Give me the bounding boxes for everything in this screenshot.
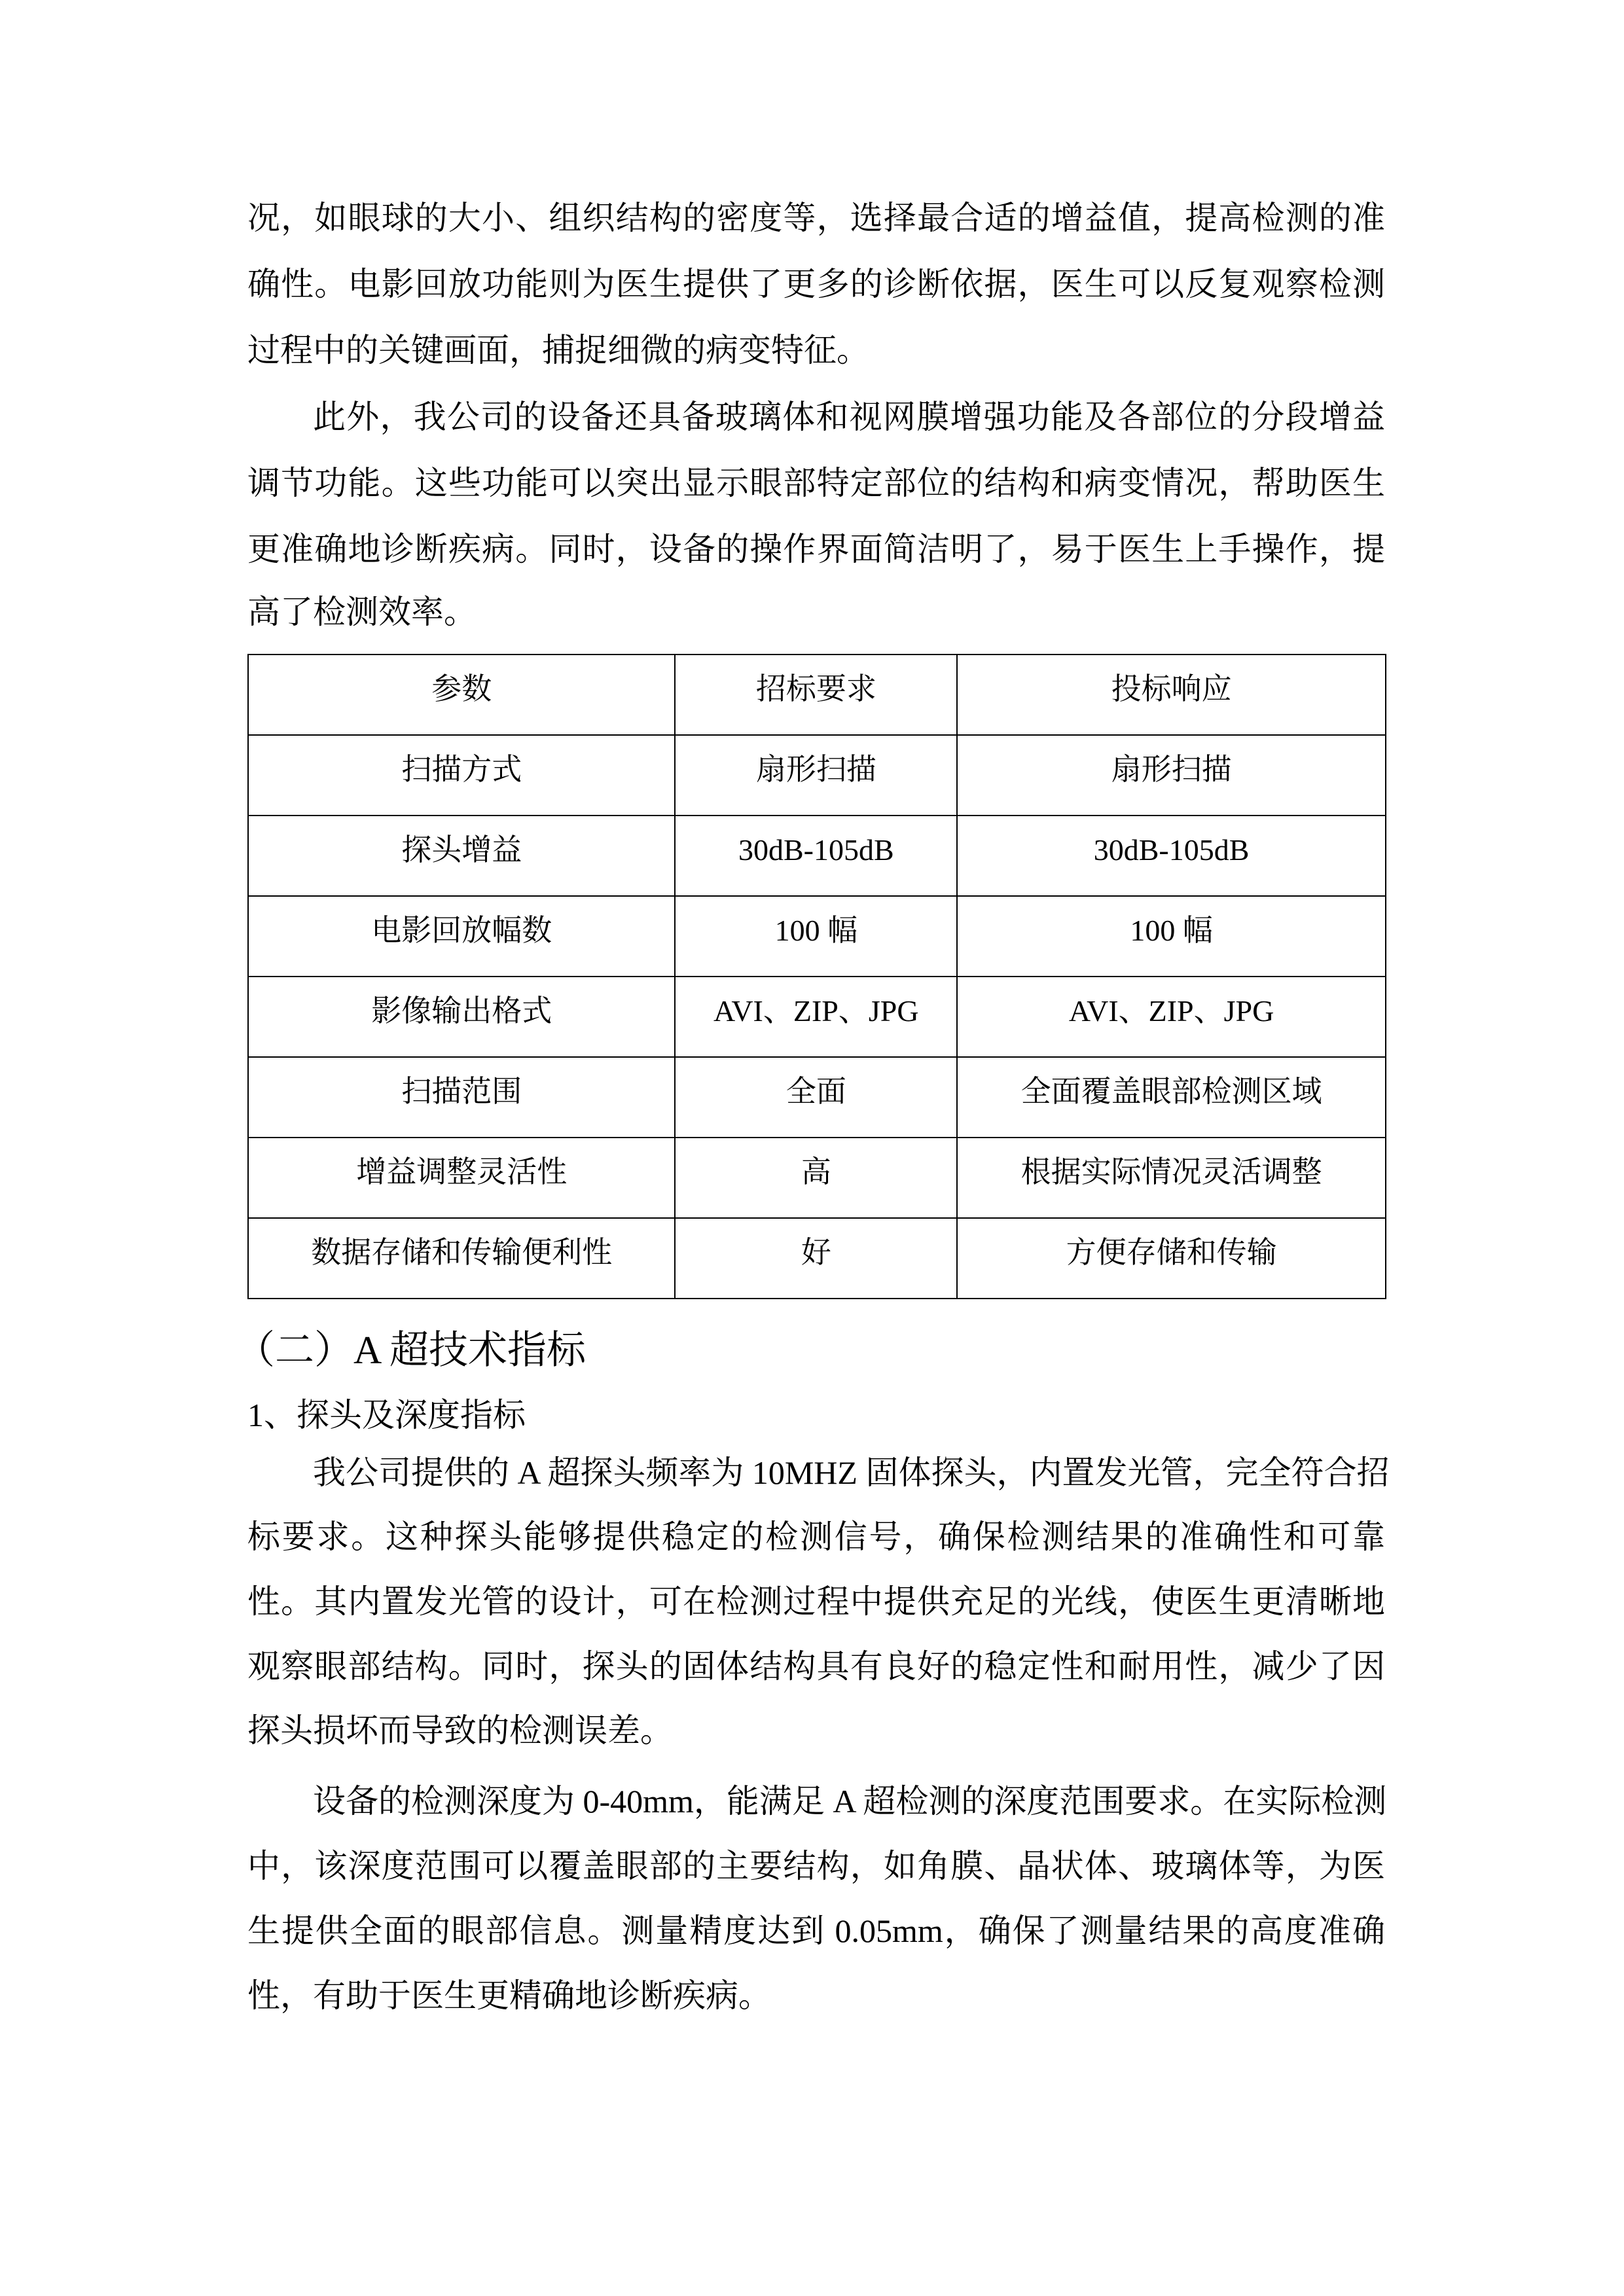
table-cell: AVI、ZIP、JPG [675,977,957,1057]
table-header-cell: 投标响应 [957,655,1386,735]
parameter-table [247,654,1386,1299]
table-cell: 扇形扫描 [675,735,957,816]
table-header-cell: 招标要求 [675,655,957,735]
table-cell: 扇形扫描 [957,735,1386,816]
table-cell: 100 幅 [675,896,957,977]
text-line: 确性。电影回放功能则为医生提供了更多的诊断依据，医生可以反复观察检测 [247,266,1385,302]
table-cell: 100 幅 [957,896,1386,977]
table-header-row [248,655,1386,735]
text-line: 况，如眼球的大小、组织结构的密度等，选择最合适的增益值，提高检测的准 [247,200,1385,236]
text-line: 调节功能。这些功能可以突出显示眼部特定部位的结构和病变情况，帮助医生 [247,465,1385,501]
table-cell: 30dB-105dB [675,816,957,896]
table-row [248,1057,1386,1138]
table-row [248,1218,1386,1299]
text-line: 探头损坏而导致的检测误差。 [247,1712,673,1749]
table-cell: 全面 [675,1057,957,1138]
table-row [248,896,1386,977]
table-cell: 全面覆盖眼部检测区域 [957,1057,1386,1138]
table-row [248,735,1386,816]
text-line: 设备的检测深度为 0-40mm，能满足 A 超检测的深度范围要求。在实际检测 [313,1783,1387,1820]
text-line: 性，有助于医生更精确地诊断疾病。 [247,1977,771,2014]
text-line: 我公司提供的 A 超探头频率为 10MHZ 固体探头，内置发光管，完全符合招 [313,1454,1390,1491]
table-cell: 高 [675,1138,957,1218]
table-row [248,1138,1386,1218]
table-row [248,816,1386,896]
text-line: 更准确地诊断疾病。同时，设备的操作界面简洁明了，易于医生上手操作，提 [247,531,1385,567]
table-header-cell: 参数 [248,655,675,735]
table-cell: 数据存储和传输便利性 [248,1218,675,1299]
text-line: 过程中的关键画面，捕捉细微的病变特征。 [247,332,869,368]
section-heading: （二）A 超技术指标 [236,1329,586,1372]
table-cell: 影像输出格式 [248,977,675,1057]
text-line: 观察眼部结构。同时，探头的固体结构具有良好的稳定性和耐用性，减少了因 [247,1648,1385,1685]
subsection-heading: 1、探头及深度指标 [247,1397,526,1433]
table-cell: 探头增益 [248,816,675,896]
text-line: 生提供全面的眼部信息。测量精度达到 0.05mm，确保了测量结果的高度准确 [247,1912,1385,1949]
table-cell: 方便存储和传输 [957,1218,1386,1299]
text-line: 高了检测效率。 [247,594,477,630]
table-cell: 好 [675,1218,957,1299]
table-cell: 根据实际情况灵活调整 [957,1138,1386,1218]
text-line: 此外，我公司的设备还具备玻璃体和视网膜增强功能及各部位的分段增益 [313,399,1385,435]
table-cell: 增益调整灵活性 [248,1138,675,1218]
table-row [248,977,1386,1057]
text-line: 中，该深度范围可以覆盖眼部的主要结构，如角膜、晶状体、玻璃体等，为医 [247,1848,1385,1884]
table-cell: AVI、ZIP、JPG [957,977,1386,1057]
table-cell: 扫描方式 [248,735,675,816]
text-line: 标要求。这种探头能够提供稳定的检测信号，确保检测结果的准确性和可靠 [247,1518,1385,1555]
table-cell: 电影回放幅数 [248,896,675,977]
table-cell: 扫描范围 [248,1057,675,1138]
table-cell: 30dB-105dB [957,816,1386,896]
text-line: 性。其内置发光管的设计，可在检测过程中提供充足的光线，使医生更清晰地 [247,1583,1385,1620]
